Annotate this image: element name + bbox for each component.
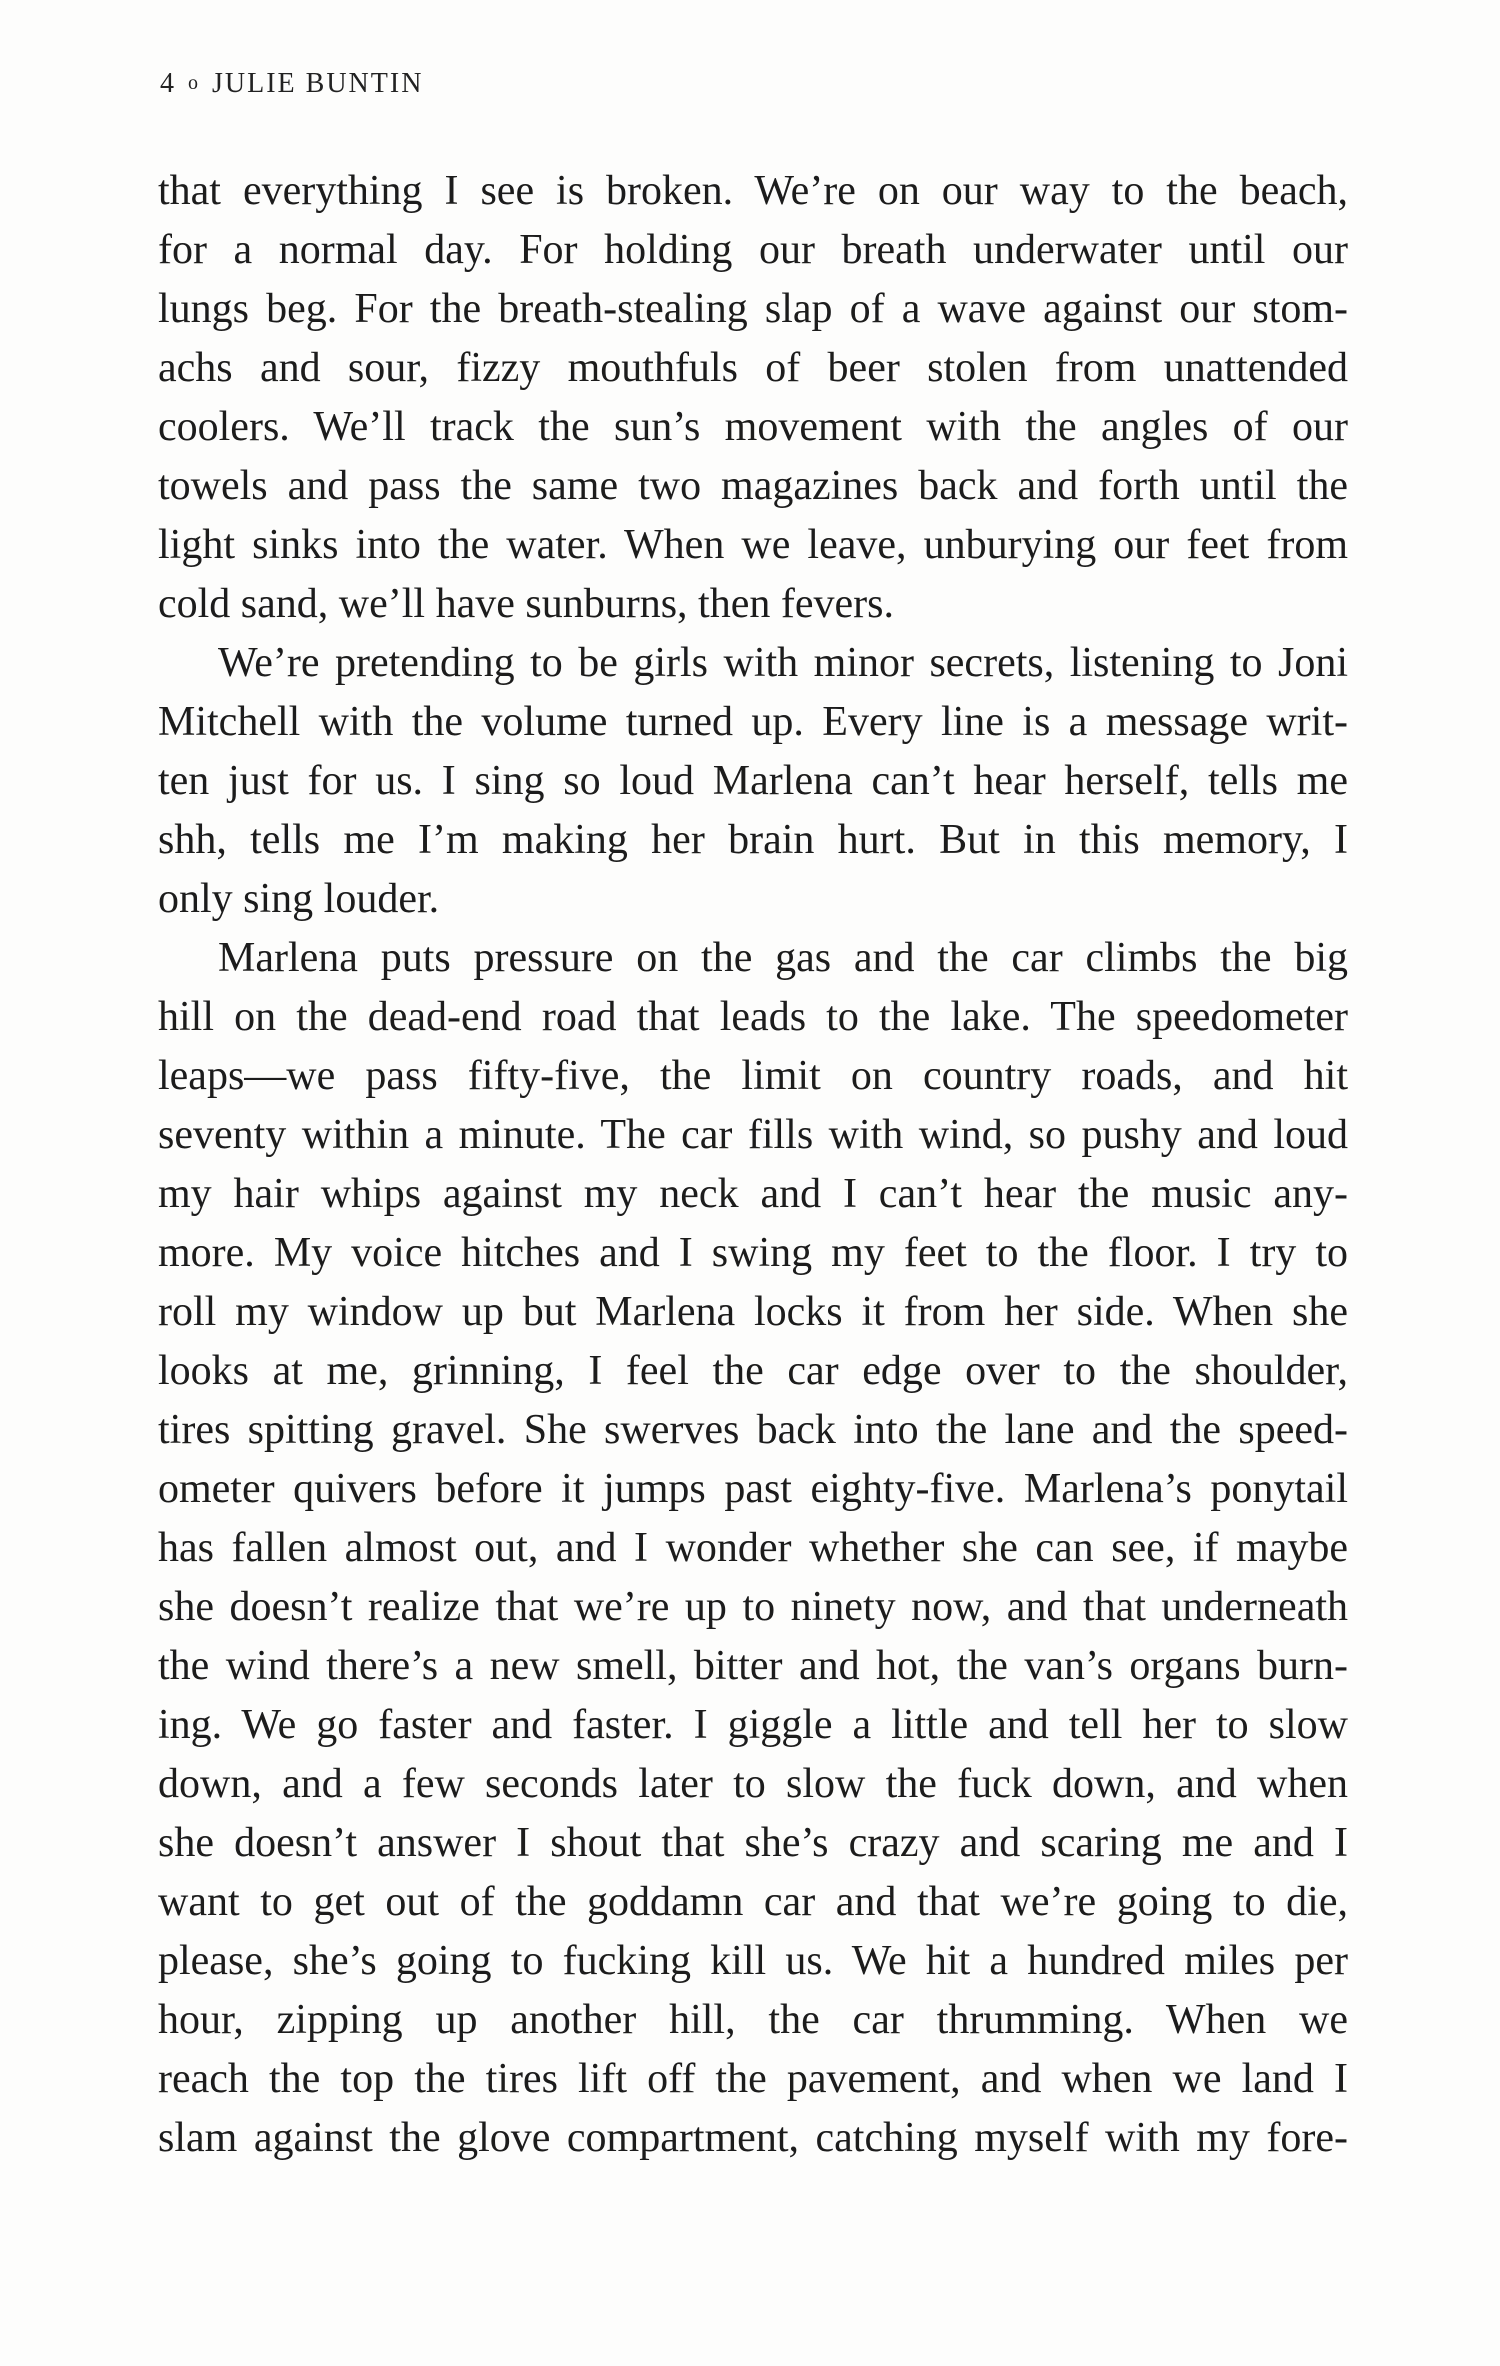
text-line: only sing louder. [158,876,440,922]
text-line: achs and sour, fizzy mouthfuls of beer stolen from unattended [158,345,1348,391]
text-line: want to get out of the goddamn car and that we’re going to die, [158,1879,1348,1925]
text-line: Mitchell with the volume turned up. Every line is a message writ- [158,699,1348,745]
running-head [160,68,423,100]
author-name: JULIE BUNTIN [212,68,424,99]
text-line: reach the top the tires lift off the pavement, and when we land I [158,2056,1348,2102]
text-line: cold sand, we’ll have sunburns, then fevers. [158,581,894,627]
text-line: the wind there’s a new smell, bitter and hot, the van’s organs burn- [158,1643,1348,1689]
text-line: slam against the glove compartment, catching myself with my fore- [158,2115,1348,2161]
text-line: ing. We go faster and faster. I giggle a little and tell her to slow [158,1702,1348,1748]
text-line: Marlena puts pressure on the gas and the car climbs the big [218,935,1348,981]
text-line: seventy within a minute. The car fills with wind, so pushy and loud [158,1112,1348,1158]
text-line: that everything I see is broken. We’re on our way to the beach, [158,168,1348,214]
text-line: shh, tells me I’m making her brain hurt. But in this memory, I [158,817,1348,863]
text-line: ometer quivers before it jumps past eighty-five. Marlena’s ponytail [158,1466,1348,1512]
text-line: roll my window up but Marlena locks it from her side. When she [158,1289,1348,1335]
text-line: tires spitting gravel. She swerves back into the lane and the speed- [158,1407,1348,1453]
text-line: more. My voice hitches and I swing my feet to the floor. I try to [158,1230,1348,1276]
text-line: leaps—we pass fifty-five, the limit on country roads, and hit [158,1053,1348,1099]
text-line: light sinks into the water. When we leave, unburying our feet from [158,522,1348,568]
text-line: coolers. We’ll track the sun’s movement with the angles of our [158,404,1348,450]
text-line: looks at me, grinning, I feel the car edge over to the shoulder, [158,1348,1348,1394]
text-line: hour, zipping up another hill, the car thrumming. When we [158,1997,1348,2043]
text-line: towels and pass the same two magazines back and forth until the [158,463,1348,509]
body-text [158,162,1348,2168]
text-line: We’re pretending to be girls with minor secrets, listening to Joni [218,640,1348,686]
header-separator: o [188,72,200,94]
page-number: 4 [160,68,176,99]
text-line: she doesn’t answer I shout that she’s crazy and scaring me and I [158,1820,1348,1866]
text-line: lungs beg. For the breath-stealing slap of a wave against our stom- [158,286,1348,332]
text-line: hill on the dead-end road that leads to the lake. The speedometer [158,994,1348,1040]
text-line: for a normal day. For holding our breath underwater until our [158,227,1348,273]
text-line: she doesn’t realize that we’re up to ninety now, and that underneath [158,1584,1348,1630]
text-line: down, and a few seconds later to slow the fuck down, and when [158,1761,1348,1807]
text-line: my hair whips against my neck and I can’t hear the music any- [158,1171,1348,1217]
text-line: has fallen almost out, and I wonder whether she can see, if maybe [158,1525,1348,1571]
text-line: ten just for us. I sing so loud Marlena can’t hear herself, tells me [158,758,1348,804]
text-line: please, she’s going to fucking kill us. We hit a hundred miles per [158,1938,1348,1984]
paragraph [158,162,1348,634]
paragraph [158,634,1348,929]
paragraph [158,929,1348,2168]
